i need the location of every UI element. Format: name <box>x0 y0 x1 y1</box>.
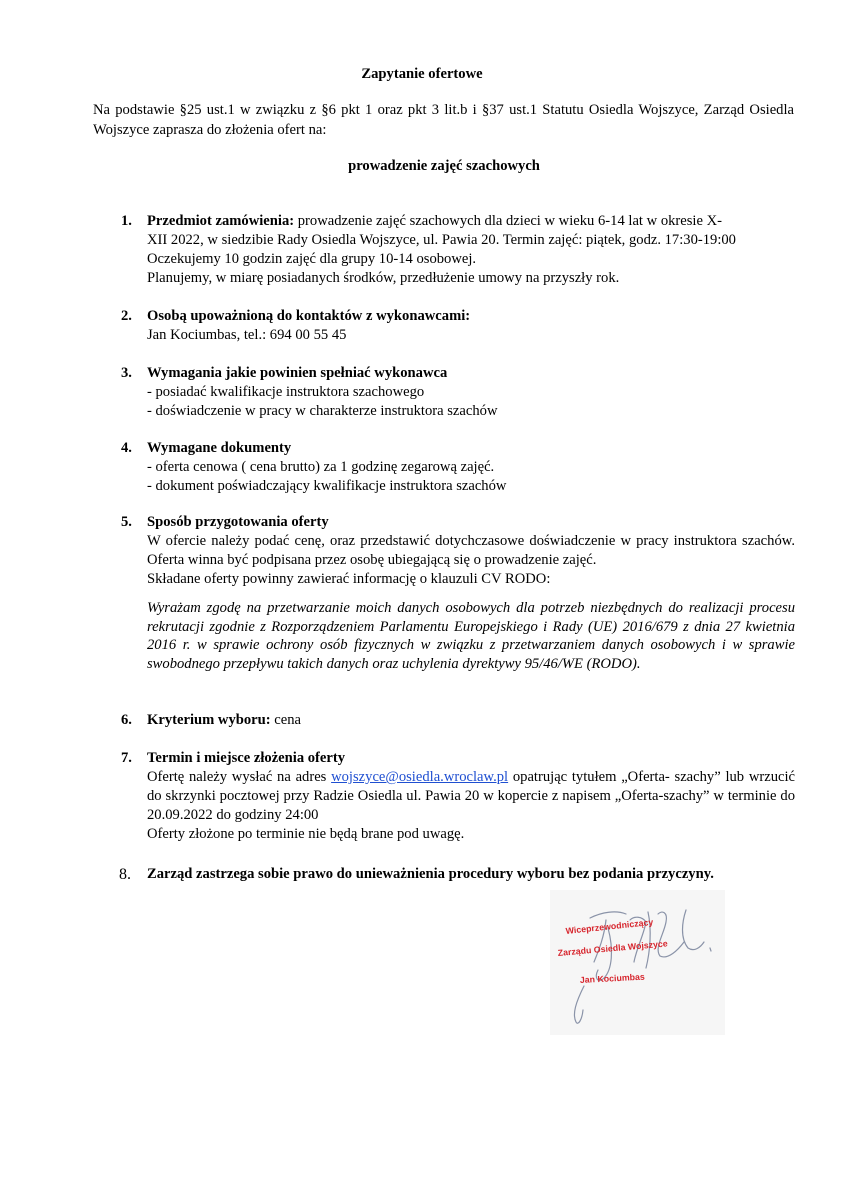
section-number: 1. <box>121 213 132 229</box>
section-heading: Przedmiot zamówienia: <box>147 213 295 229</box>
stamp-line-1: Wiceprzewodniczący <box>565 916 654 936</box>
signature-stamp <box>550 890 725 1035</box>
reservation-statement: Zarząd zastrzega sobie prawo do unieważnienia procedury wyboru bez podania przyczyny. <box>147 866 714 882</box>
section-number: 3. <box>121 365 132 381</box>
section-line: - posiadać kwalifikacje instruktora szachowego <box>147 384 425 400</box>
section-line: Składane oferty powinny zawierać informację o klauzuli CV RODO: <box>147 571 551 587</box>
section-heading: Osobą upoważnioną do kontaktów z wykonawcami: <box>147 308 471 324</box>
section-7 <box>121 749 795 844</box>
section-number: 7. <box>121 750 132 766</box>
section-4 <box>121 439 795 496</box>
section-number: 5. <box>121 514 132 530</box>
section-heading: Termin i miejsce złożenia oferty <box>147 750 346 766</box>
email-link[interactable]: wojszyce@osiedla.wroclaw.pl <box>331 769 509 785</box>
section-heading: Kryterium wyboru: <box>147 712 271 728</box>
intro-paragraph: Na podstawie §25 ust.1 w związku z §6 pkt 1 oraz pkt 3 lit.b i §37 ust.1 Statutu Osiedla Wojszyce, Zarząd Osiedla Wojszyce zaprasza do złożenia ofert na: <box>93 102 794 138</box>
stamp-line-2: Zarządu Osiedla Wojszyce <box>557 938 669 958</box>
section-heading: Wymagania jakie powinien spełniać wykonawca <box>147 365 448 381</box>
contact-person: Jan Kociumbas, tel.: 694 00 55 45 <box>147 327 347 343</box>
section-line: Oczekujemy 10 godzin zajęć dla grupy 10-14 osobowej. <box>147 251 477 267</box>
section-line: - oferta cenowa ( cena brutto) za 1 godzinę zegarową zajęć. <box>147 459 495 475</box>
section-number: 2. <box>121 308 132 324</box>
document-title: Zapytanie ofertowe <box>361 66 483 82</box>
subject-heading: prowadzenie zajęć szachowych <box>348 158 540 174</box>
section-heading: Sposób przygotowania oferty <box>147 514 329 530</box>
section-number: 8. <box>119 866 131 883</box>
section-number: 4. <box>121 440 132 456</box>
stamp-name: Jan Kociumbas <box>579 971 646 985</box>
rodo-consent-clause: Wyrażam zgodę na przetwarzanie moich danych osobowych dla potrzeb niezbędnych do realizacji procesu rekrutacji zgodnie z Rozporządzeniem Parlamentu Europejskiego i Rady (UE) 2016/679 z dnia 27 kwietnia 2016 r. w sprawie ochrony osób fizycznych w związku z przetwarzaniem danych osobowych i w sprawie swobodnego przepływu takich danych oraz uchylenia dyrektywy 95/46/WE (RODO). <box>147 600 795 672</box>
section-8 <box>119 865 795 884</box>
section-line: - dokument poświadczający kwalifikacje instruktora szachów <box>147 478 507 494</box>
section-line: XII 2022, w siedzibie Rady Osiedla Wojszyce, ul. Pawia 20. Termin zajęć: piątek, godz. 17:30-19:00 <box>147 232 736 248</box>
section-text: opatrując tytułem „Oferta- szachy” lub wrzucić do skrzynki pocztowej przy Radzie Osiedla ul. Pawia 20 w kopercie z napisem „Oferta-szachy” w terminie do 20.09.2022 do godziny 24:00 <box>147 769 795 823</box>
section-6 <box>121 711 795 730</box>
section-number: 6. <box>121 712 132 728</box>
section-3 <box>121 364 795 421</box>
stamp-background <box>550 890 725 1035</box>
section-text: Ofertę należy wysłać na adres <box>147 769 332 785</box>
section-1 <box>121 212 795 288</box>
section-heading: Wymagane dokumenty <box>147 440 292 456</box>
section-text: cena <box>270 712 302 728</box>
section-paragraph: W ofercie należy podać cenę, oraz przedstawić dotychczasowe doświadczenie w pracy instruktora szachów. Oferta winna być podpisana przez osobę ubiegającą się o prowadzenie zajęć. <box>147 533 795 568</box>
section-2 <box>121 307 795 345</box>
section-line: Oferty złożone po terminie nie będą brane pod uwagę. <box>147 826 465 842</box>
section-line: Planujemy, w miarę posiadanych środków, przedłużenie umowy na przyszły rok. <box>147 270 620 286</box>
section-line: - doświadczenie w pracy w charakterze instruktora szachów <box>147 403 498 419</box>
section-5 <box>121 513 795 673</box>
section-line: prowadzenie zajęć szachowych dla dzieci w wieku 6-14 lat w okresie X- <box>294 213 723 229</box>
